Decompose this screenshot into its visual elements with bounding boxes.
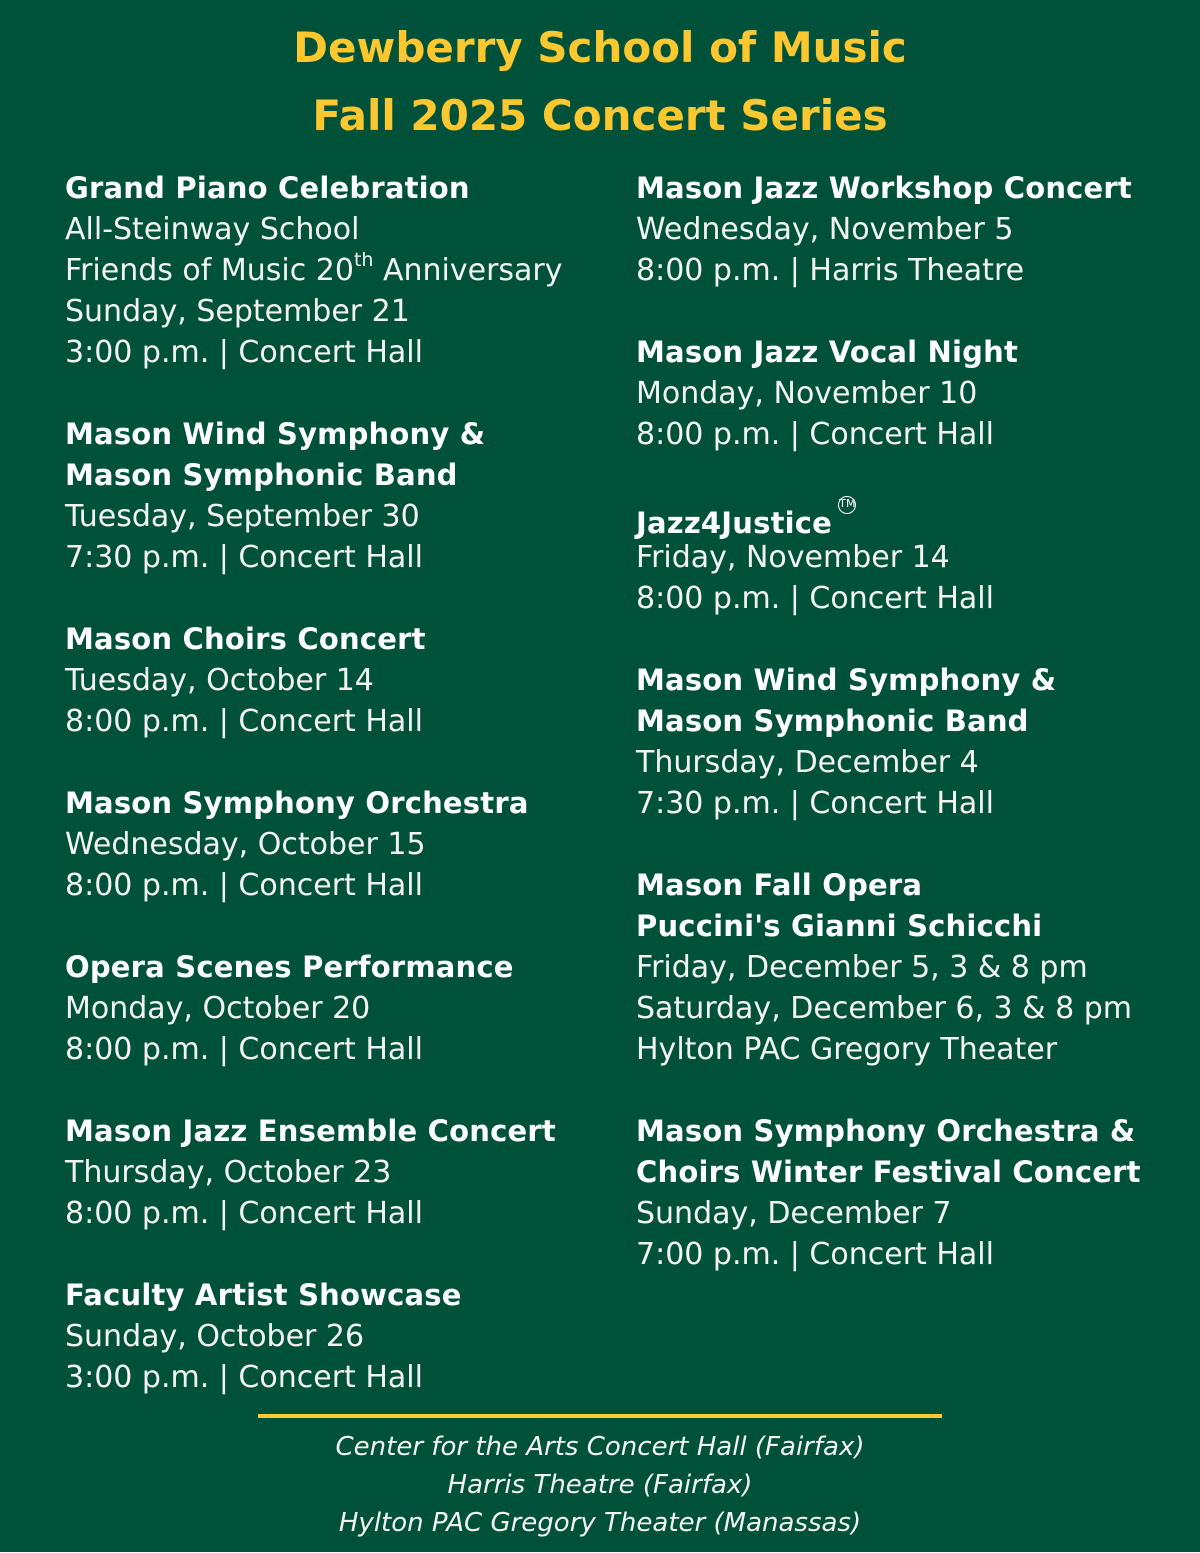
event-time-venue: 3:00 p.m. | Concert Hall [65,335,423,370]
event-title: Mason Jazz Ensemble Concert [65,1114,556,1148]
event-venue: Hylton PAC Gregory Theater [636,1032,1058,1067]
event-title: Mason Symphony Orchestra [65,786,529,820]
event-note-post: Anniversary [373,253,563,288]
event-time-venue: 8:00 p.m. | Concert Hall [65,1196,423,1231]
event-opera-scenes [65,947,625,1070]
event-title: Mason Jazz Vocal Night [636,335,1019,369]
event-title [636,496,1186,540]
event-choirs-concert [65,619,625,742]
event-date-first: Friday, December 5, 3 & 8 pm [636,950,1088,985]
event-time-venue: 8:00 p.m. | Concert Hall [636,581,994,616]
event-date: Thursday, October 23 [65,1155,392,1190]
event-time-venue: 8:00 p.m. | Concert Hall [65,1032,423,1067]
event-title-line1: Mason Wind Symphony & [65,417,486,451]
event-time-venue: 8:00 p.m. | Concert Hall [65,704,423,739]
event-time-venue: 8:00 p.m. | Harris Theatre [636,253,1025,288]
event-date: Tuesday, September 30 [65,499,420,534]
event-date: Wednesday, November 5 [636,212,1014,247]
event-date: Monday, November 10 [636,376,978,411]
trademark-icon: TM [838,496,856,514]
event-title: Faculty Artist Showcase [65,1278,462,1312]
event-title-line1: Mason Wind Symphony & [636,663,1057,697]
event-fall-opera [636,865,1186,1070]
footer-divider [258,1414,942,1418]
event-subtitle: All-Steinway School [65,212,360,247]
event-jazz-workshop [636,168,1186,291]
event-grand-piano-celebration [65,168,625,373]
event-time-venue: 7:30 p.m. | Concert Hall [65,540,423,575]
footer-venue-harris-theatre: Harris Theatre (Fairfax) [447,1470,753,1500]
event-note-pre: Friends of Music 20 [65,253,354,288]
event-note [65,250,625,291]
event-date: Thursday, December 4 [636,745,979,780]
event-date: Tuesday, October 14 [65,663,374,698]
series-title: Fall 2025 Concert Series [312,91,888,140]
event-time-venue: 8:00 p.m. | Concert Hall [636,417,994,452]
footer-venue-concert-hall: Center for the Arts Concert Hall (Fairfax) [335,1432,865,1462]
event-title-line2: Puccini's Gianni Schicchi [636,909,1043,943]
footer-venue-hylton-pac: Hylton PAC Gregory Theater (Manassas) [338,1508,862,1538]
event-jazz-ensemble [65,1111,625,1234]
event-winter-festival [636,1111,1186,1275]
event-title-line2: Mason Symphonic Band [65,458,458,492]
event-symphony-orchestra [65,783,625,906]
event-jazz4justice [636,496,1186,619]
event-title-line1: Mason Fall Opera [636,868,923,902]
event-date-second: Saturday, December 6, 3 & 8 pm [636,991,1132,1026]
event-title-line2: Mason Symphonic Band [636,704,1029,738]
school-title: Dewberry School of Music [293,23,907,72]
event-date: Wednesday, October 15 [65,827,426,862]
event-wind-symphony-winter [636,660,1186,824]
event-date: Monday, October 20 [65,991,371,1026]
event-title-line1: Mason Symphony Orchestra & [636,1114,1136,1148]
event-jazz-vocal-night [636,332,1186,455]
event-time-venue: 8:00 p.m. | Concert Hall [65,868,423,903]
right-column [636,168,1186,1316]
event-date: Sunday, October 26 [65,1319,365,1354]
event-time-venue: 3:00 p.m. | Concert Hall [65,1360,423,1395]
event-date: Sunday, December 7 [636,1196,952,1231]
event-date: Sunday, September 21 [65,294,410,329]
event-note-superscript: th [353,249,374,271]
event-title-text: Jazz4Justice [636,506,833,540]
event-faculty-showcase [65,1275,625,1398]
event-time-venue: 7:00 p.m. | Concert Hall [636,1237,994,1272]
left-column [65,168,625,1439]
event-title: Grand Piano Celebration [65,171,470,205]
event-date: Friday, November 14 [636,540,950,575]
event-title: Opera Scenes Performance [65,950,514,984]
event-title: Mason Choirs Concert [65,622,426,656]
event-title: Mason Jazz Workshop Concert [636,171,1132,205]
event-title-line2: Choirs Winter Festival Concert [636,1155,1141,1189]
event-time-venue: 7:30 p.m. | Concert Hall [636,786,994,821]
event-wind-symphony-fall [65,414,625,578]
